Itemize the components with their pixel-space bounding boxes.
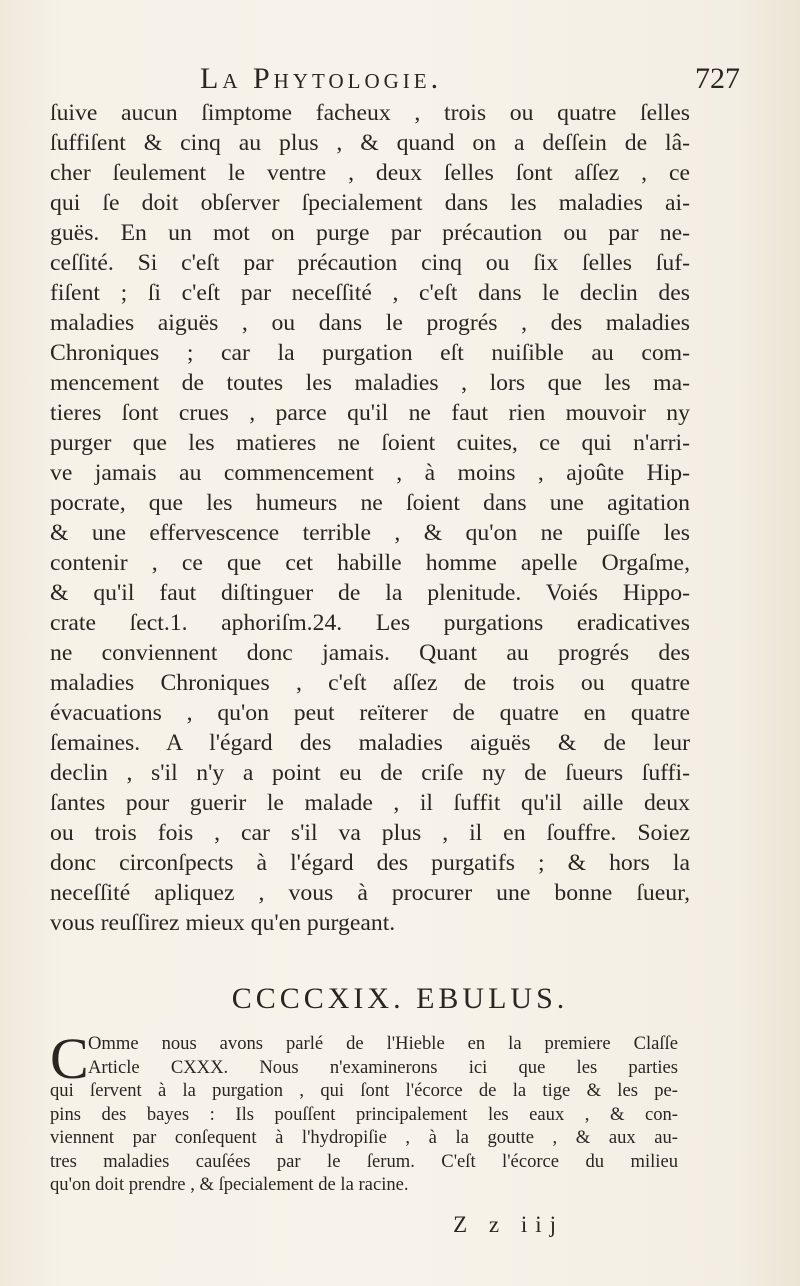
article-line: qu'on doit prendre , & ſpecialement de la racine.	[50, 1174, 409, 1195]
text-line: pocrate, que les humeurs ne ſoient dans une agitation	[50, 490, 690, 516]
text-line: ve jamais au commencement , à moins , ajoûte Hip-	[50, 460, 690, 486]
article-line: tres maladies cauſées par le ſerum. C'eſt l'écorce du milieu	[50, 1150, 678, 1172]
text-line: ſemaines. A l'égard des maladies aiguës & de leur	[50, 730, 690, 756]
text-line: & qu'il faut diſtinguer de la plenitude. Voiés Hippo-	[50, 580, 690, 606]
text-line: évacuations , qu'on peut reïterer de quatre en quatre	[50, 700, 690, 726]
article-line: Article CXXX. Nous n'examinerons ici que les parties	[88, 1056, 678, 1078]
text-line: maladies aiguës , ou dans le progrés , des maladies	[50, 310, 690, 336]
text-line: fiſent ; ſi c'eſt par neceſſité , c'eſt dans le declin des	[50, 280, 690, 306]
signature-mark: Z z iij	[453, 1212, 564, 1237]
text-line: ſuffiſent & cinq au plus , & quand on a deſſein de lâ-	[50, 130, 690, 156]
text-line: donc circonſpects à l'égard des purgatifs ; & hors la	[50, 850, 690, 876]
text-line: ſuive aucun ſimptome facheux , trois ou quatre ſelles	[50, 100, 690, 126]
text-line: mencement de toutes les maladies , lors que les ma-	[50, 370, 690, 396]
text-line: qui ſe doit obſerver ſpecialement dans les maladies ai-	[50, 190, 690, 216]
text-line: ou trois fois , car s'il va plus , il en ſouffre. Soiez	[50, 820, 690, 846]
article-line: Omme nous avons parlé de l'Hieble en la premiere Claſſe	[88, 1033, 678, 1054]
text-line: ſantes pour guerir le malade , il ſuffit qu'il aille deux	[50, 790, 690, 816]
text-line: maladies Chroniques , c'eſt aſſez de trois ou quatre	[50, 670, 690, 696]
text-line: contenir , ce que cet habille homme apelle Orgaſme,	[50, 550, 690, 576]
text-line: ceſſité. Si c'eſt par précaution cinq ou ſix ſelles ſuf-	[50, 250, 690, 276]
text-line: neceſſité apliquez , vous à procurer une bonne ſueur,	[50, 880, 690, 906]
article-line: viennent par conſequent à l'hydropiſie , à la goutte , & aux au-	[50, 1127, 678, 1148]
text-line: crate ſect.1. aphoriſm.24. Les purgations eradicatives	[50, 610, 690, 636]
text-line: declin , s'il n'y a point eu de criſe ny de ſueurs ſuffi-	[50, 760, 690, 786]
text-line: cher ſeulement le ventre , deux ſelles ſont aſſez , ce	[50, 160, 690, 186]
article-line: qui ſervent à la purgation , qui ſont l'écorce de la tige & les pe-	[50, 1080, 678, 1101]
running-title: La Phytologie.	[200, 62, 443, 95]
text-line: Chroniques ; car la purgation eſt nuiſible au com-	[50, 340, 690, 366]
text-line: vous reuſſirez mieux qu'en purgeant.	[50, 910, 396, 936]
text-line: guës. En un mot on purge par précaution ou par ne-	[50, 220, 690, 246]
text-line: purger que les matieres ne ſoient cuites, ce qui n'arri-	[50, 430, 690, 456]
drop-capital: C	[50, 1026, 89, 1091]
text-line: tieres ſont crues , parce qu'il ne faut rien mouvoir ny	[50, 400, 690, 426]
body-text	[50, 98, 690, 938]
article-ebulus	[50, 1026, 678, 1197]
page-header	[52, 62, 740, 102]
section-heading: CCCCXIX. EBULUS.	[231, 982, 569, 1015]
text-line: ne conviennent donc jamais. Quant au progrés des	[50, 640, 690, 666]
article-line: pins des bayes : Ils pouſſent principalement les eaux , & con-	[50, 1103, 678, 1125]
page-number: 727	[695, 62, 740, 95]
text-line: & une effervescence terrible , & qu'on ne puiſſe les	[50, 520, 690, 546]
